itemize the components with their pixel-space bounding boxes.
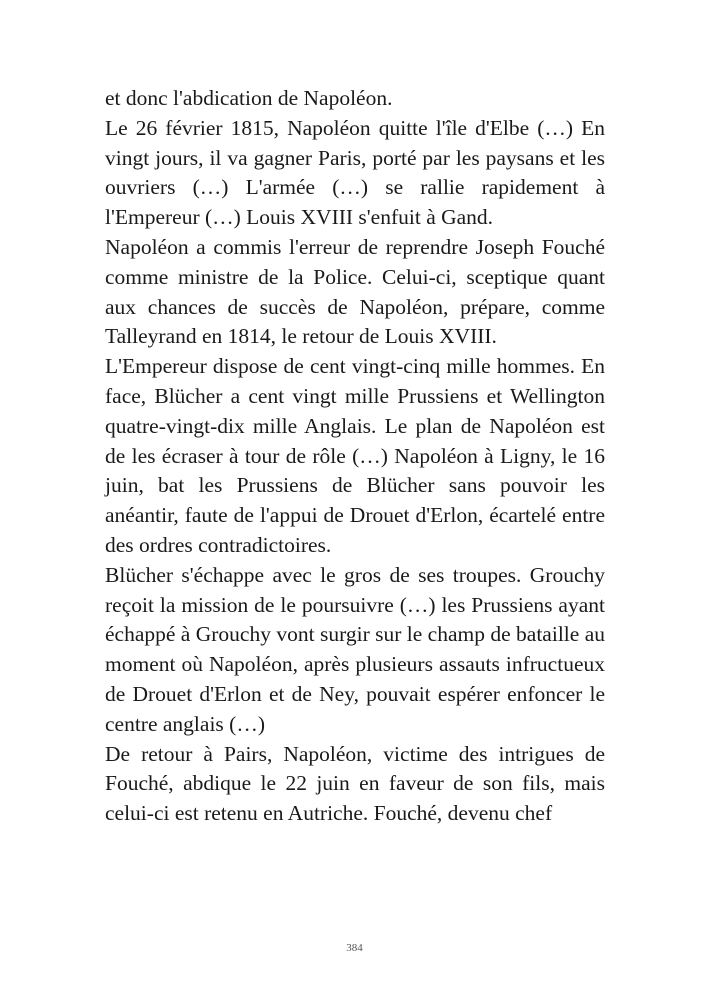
paragraph-return-from-elba: Le 26 février 1815, Napoléon quitte l'île d'Elbe (…) En vingt jours, il va gagner Paris, porté par les paysans et les ouvriers (…) L'armée (…) se rallie rapidement à l'Empereur (…) Louis XVIII s'enfuit à Gand. xyxy=(105,115,605,230)
paragraph-forces-and-ligny: L'Empereur dispose de cent vingt-cinq mille hommes. En face, Blücher a cent vingt mille Prussiens et Wellington quatre-vingt-dix mille Anglais. Le plan de Napoléon est de les écraser à tour de rôle (…) Napoléon à Ligny, le 16 juin, bat les Prussiens de Blücher sans pouvoir les anéantir, faute de l'appui de Drouet d'Erlon, écartelé entre des ordres contradictoires. xyxy=(105,354,605,557)
paragraph-fouche-police: Napoléon a commis l'erreur de reprendre Joseph Fouché comme ministre de la Police. Celui-ci, sceptique quant aux chances de succès de Napoléon, prépare, comme Talleyrand en 1814, le retour de Louis XVIII. xyxy=(105,234,605,349)
page-number: 384 xyxy=(346,942,363,954)
paragraph-blucher-grouchy: Blücher s'échappe avec le gros de ses troupes. Grouchy reçoit la mission de le poursuivre (…) les Prussiens ayant échappé à Grouchy vont surgir sur le champ de bataille au moment où Napoléon, après plusieurs assauts infructueux de Drouet d'Erlon et de Ney, pouvait espérer enfoncer le centre anglais (…) xyxy=(105,562,605,736)
paragraph-second-abdication: De retour à Pairs, Napoléon, victime des intrigues de Fouché, abdique le 22 juin en faveur de son fils, mais celui-ci est retenu en Autriche. Fouché, devenu chef xyxy=(105,741,605,826)
paragraph-abdication: et donc l'abdication de Napoléon. xyxy=(105,86,393,110)
body-text xyxy=(105,84,605,829)
